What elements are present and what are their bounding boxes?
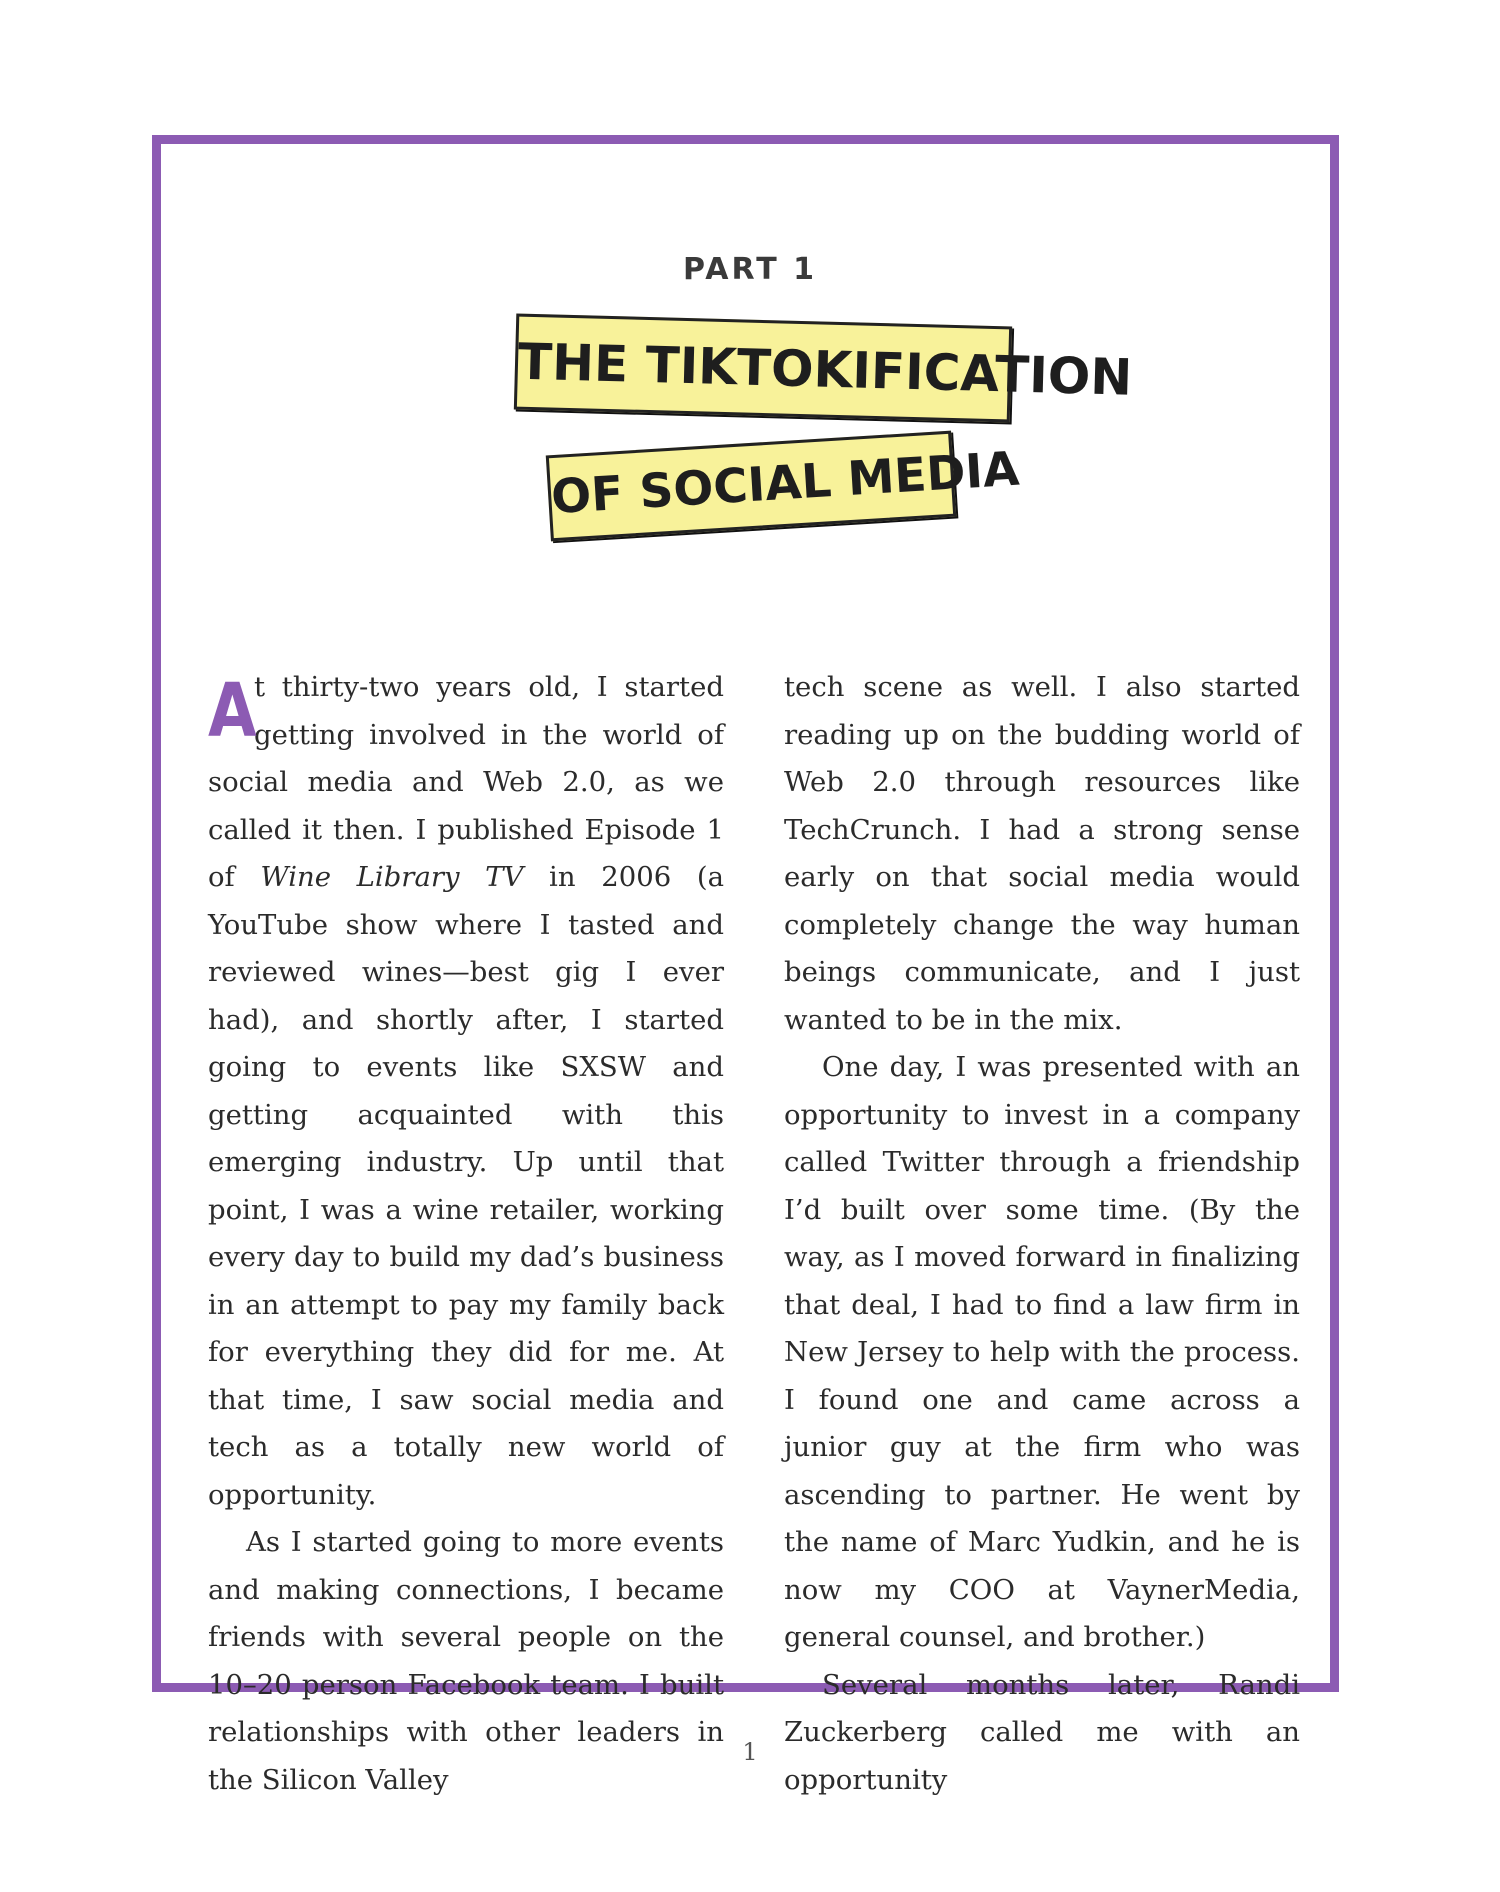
paragraph-4: Several months later, Randi Zuckerberg called me with an opportunity bbox=[784, 1668, 1300, 1796]
left-column bbox=[208, 664, 724, 1804]
paragraph-1-text-cont: in 2006 (a YouTube show where I tasted and reviewed wines—best gig I ever had), and shortly after, I started going to events like SXSW and getting acquainted with this emerging industry. Up until that point, I was a wine retailer, working every day to build my dad’s business in an attempt to pay my family back for everything they did for me. At that time, I saw social media and tech as a totally new world of opportunity. bbox=[208, 861, 724, 1511]
page-number: 1 bbox=[742, 1738, 758, 1766]
paragraph-3: One day, I was presented with an opportunity to invest in a company called Twitter through a friendship I’d built over some time. (By the way, as I moved forward in finalizing that deal, I had to find a law firm in New Jersey to help with the process. I found one and came across a junior guy at the firm who was ascending to partner. He went by the name of Marc Yudkin, and he is now my COO at VaynerMedia, general counsel, and brother.) bbox=[784, 1051, 1300, 1653]
paragraph-2: As I started going to more events and making connections, I became friends with several people on the 10–20 person Facebook team. I built relationships with other leaders in the Silicon Valley bbox=[208, 1526, 724, 1796]
paragraph-2-continued: tech scene as well. I also started reading up on the budding world of Web 2.0 through resources like TechCrunch. I had a strong sense early on that social media would completely change the way human beings communicate, and I just wanted to be in the mix. bbox=[784, 671, 1300, 1036]
part-label: PART 1 bbox=[683, 252, 817, 287]
right-column bbox=[784, 664, 1300, 1804]
paragraph-1 bbox=[208, 664, 724, 1519]
drop-cap: A bbox=[208, 668, 257, 754]
title-banner-line-1: THE TIKTOKIFICATION bbox=[514, 314, 1012, 423]
title-banner-line-2: OF SOCIAL MEDIA bbox=[546, 431, 956, 542]
show-title: Wine Library TV bbox=[260, 861, 524, 893]
paragraph-1-text: t thirty-two years old, I started getting involved in the world of social media and Web 2.0, as we called it then. I published Episode 1 of bbox=[208, 671, 724, 893]
